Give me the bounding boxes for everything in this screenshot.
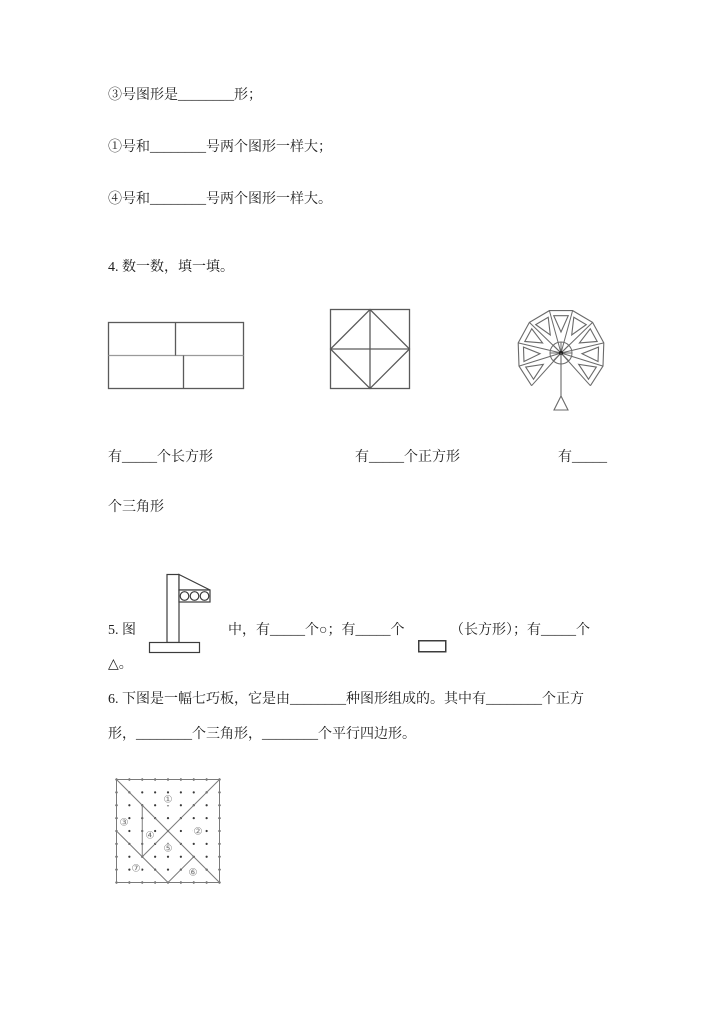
q5-segment-2 xyxy=(450,623,590,639)
tangram-label-2: ② xyxy=(193,826,203,838)
q6-blank-parallelograms: ________ xyxy=(262,727,318,742)
q6-line1-text2: 种图形组成的。其中有 xyxy=(346,692,486,707)
q5-part2: 个○；有 xyxy=(305,623,356,638)
tangram-label-5: ⑤ xyxy=(163,843,173,855)
q3-item-3-prefix: ④号和 xyxy=(108,192,150,207)
q6-line2-text1: 形， xyxy=(108,727,136,742)
q6-blank-squares: ________ xyxy=(486,692,542,707)
q3-item-3-suffix: 号两个图形一样大。 xyxy=(206,192,332,207)
tangram-label-7: ⑦ xyxy=(131,863,141,875)
q5-part5: 个 xyxy=(576,623,590,638)
tangram-label-6: ⑥ xyxy=(188,867,198,879)
q6-line1 xyxy=(108,692,584,708)
tangram-label-4: ④ xyxy=(145,830,155,842)
q3-item-2-prefix: ①号和 xyxy=(108,140,150,155)
q4-answer-3-blank: _____ xyxy=(572,450,607,465)
q3-item-3-blank: ________ xyxy=(150,192,206,207)
q4-answer-1-suffix: 个长方形 xyxy=(157,450,213,465)
q5-part3: 个 xyxy=(390,623,405,638)
q4-answer-2-prefix: 有 xyxy=(355,450,369,465)
q6-line1-text1: 6. 下图是一幅七巧板，它是由 xyxy=(108,692,290,707)
q4-answer-squares xyxy=(355,450,460,466)
q4-answer-2-blank: _____ xyxy=(369,450,404,465)
q5-part1: 中，有 xyxy=(228,623,270,638)
rectangle-icon xyxy=(418,640,448,654)
q4-answer-3-prefix: 有 xyxy=(558,450,572,465)
q3-item-1-blank: ________ xyxy=(178,88,234,103)
q3-item-2-suffix: 号两个图形一样大； xyxy=(206,140,332,155)
tangram-figure xyxy=(116,779,220,883)
q6-line2 xyxy=(108,727,416,743)
q3-item-1-suffix: 形； xyxy=(234,88,262,103)
q5-prefix: 5. 图 xyxy=(108,623,136,638)
q4-answer-1-prefix: 有 xyxy=(108,450,122,465)
tangram-label-3: ③ xyxy=(119,817,129,829)
q6-blank-kinds: ________ xyxy=(290,692,346,707)
q4-title: 4. 数一数，填一填。 xyxy=(108,260,234,275)
q3-item-2-blank: ________ xyxy=(150,140,206,155)
q4-answer-1-blank: _____ xyxy=(122,450,157,465)
tangram-label-1: ① xyxy=(163,794,173,806)
q3-item-1-prefix: ③号图形是 xyxy=(108,88,178,103)
q4-answer-2-suffix: 个正方形 xyxy=(404,450,460,465)
q4-answer-triangles xyxy=(558,450,607,466)
q5-blank-triangles: _____ xyxy=(541,623,576,638)
q5-segment-1 xyxy=(228,623,404,639)
q6-line2-text2: 个三角形， xyxy=(192,727,262,742)
q4-answer-wrap: 个三角形 xyxy=(108,500,164,515)
q5-line2: △。 xyxy=(108,657,133,672)
q6-blank-triangles: ________ xyxy=(136,727,192,742)
crane-figure xyxy=(140,565,220,655)
q5-blank-rectangles: _____ xyxy=(355,623,391,638)
q5-part4: （长方形）；有 xyxy=(450,623,541,638)
q5-blank-circles: _____ xyxy=(270,623,305,638)
q6-line1-text3: 个正方 xyxy=(542,692,584,707)
q4-answer-rectangles xyxy=(108,450,213,466)
q6-line2-text3: 个平行四边形。 xyxy=(318,727,416,742)
